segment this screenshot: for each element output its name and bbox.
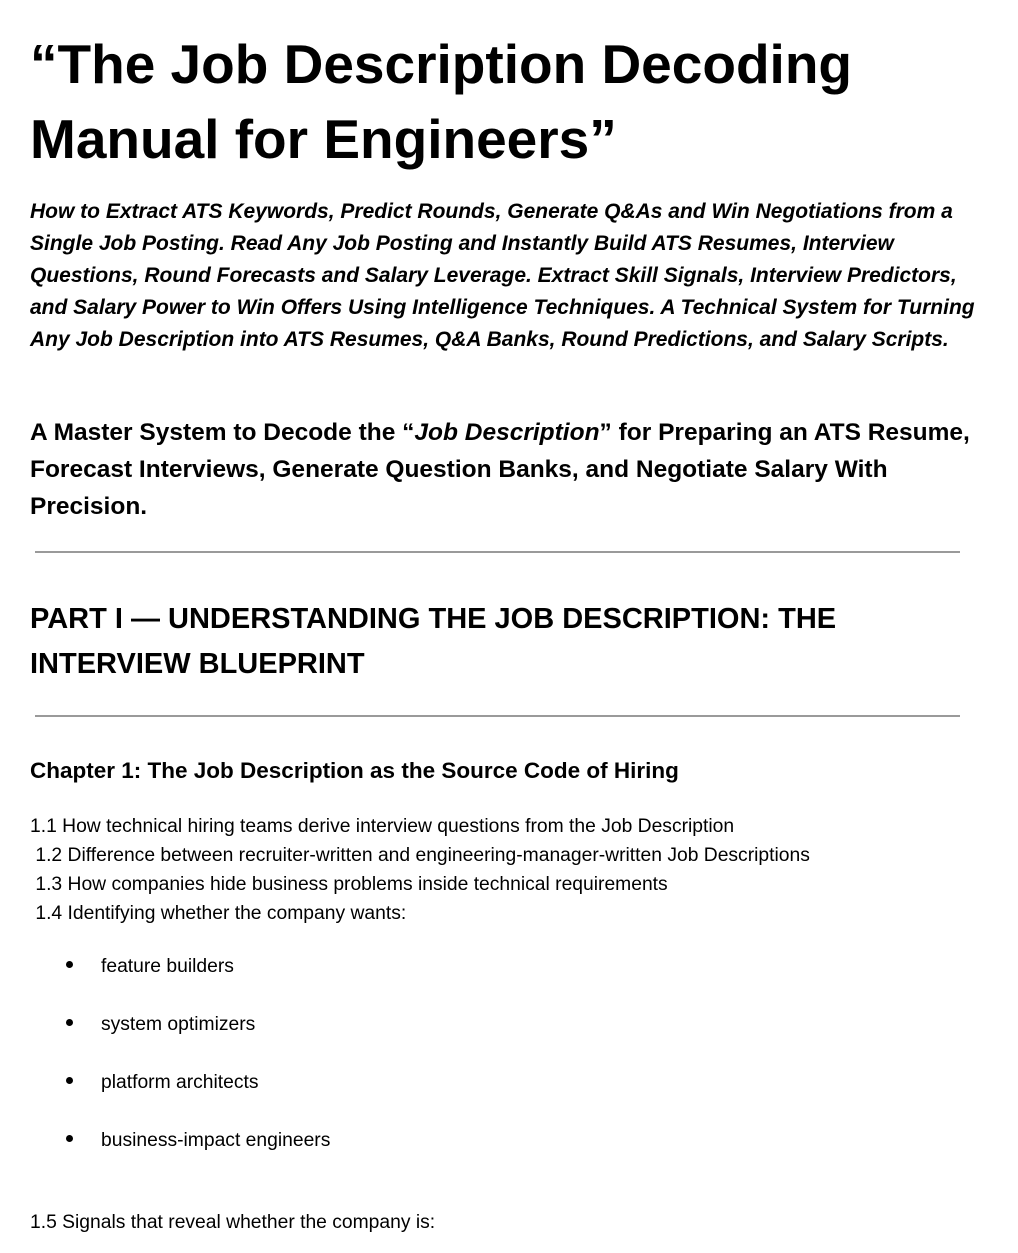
bullet-item: [66, 1068, 259, 1097]
section-item: 1.1 How technical hiring teams derive interview questions from the Job Description: [30, 816, 735, 837]
chapter-heading: Chapter 1: The Job Description as the Source Code of Hiring: [30, 758, 679, 783]
section-item: 1.4 Identifying whether the company wants:: [30, 903, 407, 924]
section-item: 1.2 Difference between recruiter-written and engineering-manager-written Job Descriptions: [30, 845, 810, 866]
bullet-icon: [66, 961, 73, 968]
bullet-icon: [66, 1077, 73, 1084]
lead-text-italic: Job Description: [414, 419, 600, 446]
document-title: “The Job Description Decoding Manual for Engineers”: [30, 33, 853, 170]
lead-text-before: A Master System to Decode the “: [30, 419, 415, 446]
lead-paragraph: [30, 414, 970, 525]
bullet-item: [66, 952, 234, 981]
section-item: 1.3 How companies hide business problems inside technical requirements: [30, 874, 668, 895]
lead-text-after: ” for Preparing an ATS Resume, Forecast Interviews, Generate Question Banks, and Negotiate Salary With Precision.: [30, 419, 970, 520]
section-item: 1.5 Signals that reveal whether the company is:: [30, 1212, 436, 1233]
part-heading: PART I — UNDERSTANDING THE JOB DESCRIPTION: THE INTERVIEW BLUEPRINT: [30, 603, 837, 680]
section-list: [30, 812, 810, 928]
bullet-text: feature builders: [101, 956, 234, 977]
bullet-text: system optimizers: [101, 1014, 256, 1035]
bullet-icon: [66, 1019, 73, 1026]
bullet-text: platform architects: [101, 1072, 259, 1093]
divider: [35, 551, 960, 553]
bullet-icon: [66, 1135, 73, 1142]
divider: [35, 715, 960, 717]
bullet-text: business-impact engineers: [101, 1130, 331, 1151]
document-subtitle: How to Extract ATS Keywords, Predict Rounds, Generate Q&As and Win Negotiations from a Single Job Posting. Read Any Job Posting and Instantly Build ATS Resumes, Interview Questions, Round Forecasts and Salary Leverage. Extract Skill Signals, Interview Predictors, and Salary Power to Win Offers Using Intelligence Techniques. A Technical System for Turning Any Job Description into ATS Resumes, Q&A Banks, Round Predictions, and Salary Scripts.: [30, 200, 975, 351]
bullet-item: [66, 1126, 330, 1155]
bullet-item: [66, 1010, 255, 1039]
